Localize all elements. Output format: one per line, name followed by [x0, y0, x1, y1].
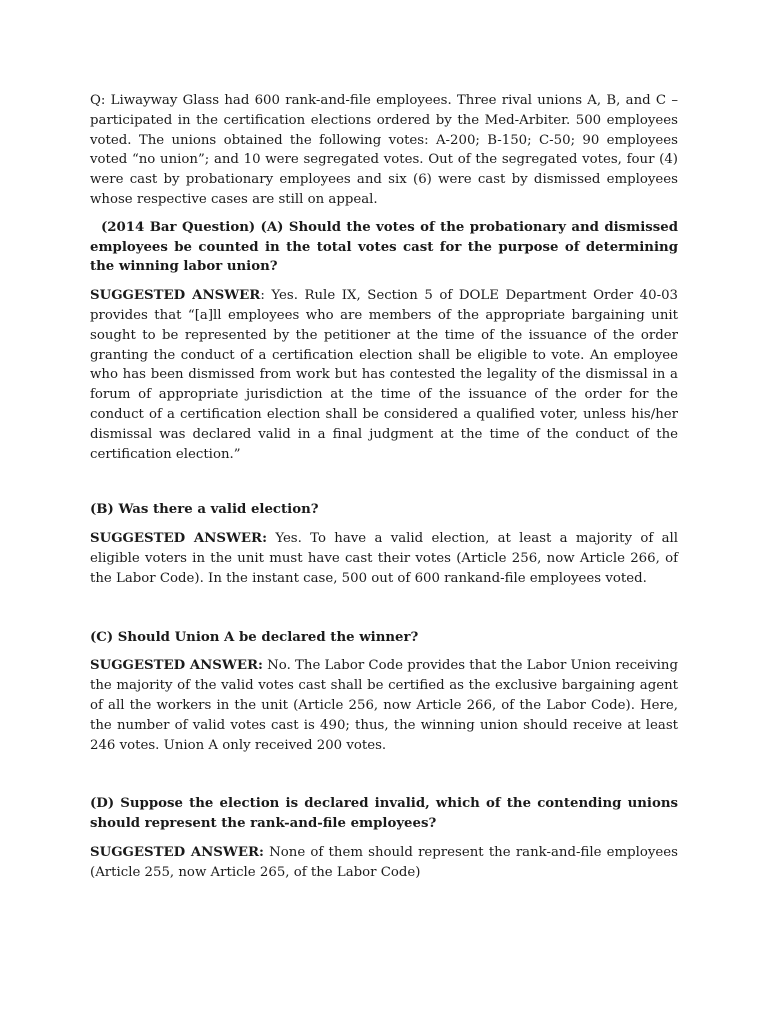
spacer — [90, 589, 678, 628]
answer-a — [90, 286, 678, 464]
question-b: (B) Was there a valid election? — [90, 502, 319, 518]
answer-b-label: SUGGESTED ANSWER: — [90, 531, 268, 547]
question-c: (C) Should Union A be declared the winner? — [90, 629, 419, 645]
spacer — [90, 464, 678, 500]
question-d: (D) Suppose the election is declared invalid, which of the contending unions should represent the rank-and-file employees? — [90, 796, 678, 832]
answer-a-text: : Yes. Rule IX, Section 5 of DOLE Department Order 40-03 provides that “[a]ll employees who are members of the appropriate bargaining unit sought to be represented by the petitioner at the time of the issuance of the order granting the conduct of a certification election shall be eligible to vote. An employee who has been dismissed from work but has contested the legality of the dismissal in a forum of appropriate jurisdiction at the time of the issuance of the order for the conduct of a certification election shall be considered a qualified voter, unless his/her dismissal was declared valid in a final judgment at the time of the conduct of the certification election.” — [90, 288, 678, 462]
answer-b-text: Yes. To have a valid election, at least a majority of all eligible voters in the unit must have cast their votes (Article 256, now Article 266, of the Labor Code). In the instant case, 500 out of 600 rankand-file employees voted. — [90, 531, 679, 586]
answer-c — [90, 656, 678, 755]
answer-b — [90, 529, 678, 588]
answer-d — [90, 843, 678, 883]
answer-d-label: SUGGESTED ANSWER: — [90, 844, 264, 860]
spacer — [90, 755, 678, 794]
document-page — [90, 91, 678, 883]
answer-c-text: No. The Labor Code provides that the Labor Union receiving the majority of the valid votes cast shall be certified as the exclusive bargaining agent of all the workers in the unit (Article 256, now Article 266, of the Labor Code). Here, the number of valid votes cast is 490; thus, the winning union should receive at least 246 votes. Union A only received 200 votes. — [90, 658, 678, 753]
answer-a-label: SUGGESTED ANSWER — [90, 288, 261, 304]
answer-d-text: None of them should represent the rank-and-file employees (Article 255, now Article 265, of the Labor Code) — [90, 844, 678, 880]
question-a: (2014 Bar Question) (A) Should the votes of the probationary and dismissed employees be counted in the total votes cast for the purpose of determining the winning labor union? — [90, 219, 678, 275]
answer-c-label: SUGGESTED ANSWER: — [90, 658, 263, 674]
question-intro: Q: Liwayway Glass had 600 rank-and-file employees. Three rival unions A, B, and C – participated in the certification elections ordered by the Med-Arbiter. 500 employees voted. The unions obtained the following votes: A-200; B-150; C-50; 90 employees voted “no union”; and 10 were segregated votes. Out of the segregated votes, four (4) were cast by probationary employees and six (6) were cast by dismissed employees whose respective cases are still on appeal. — [90, 93, 678, 207]
